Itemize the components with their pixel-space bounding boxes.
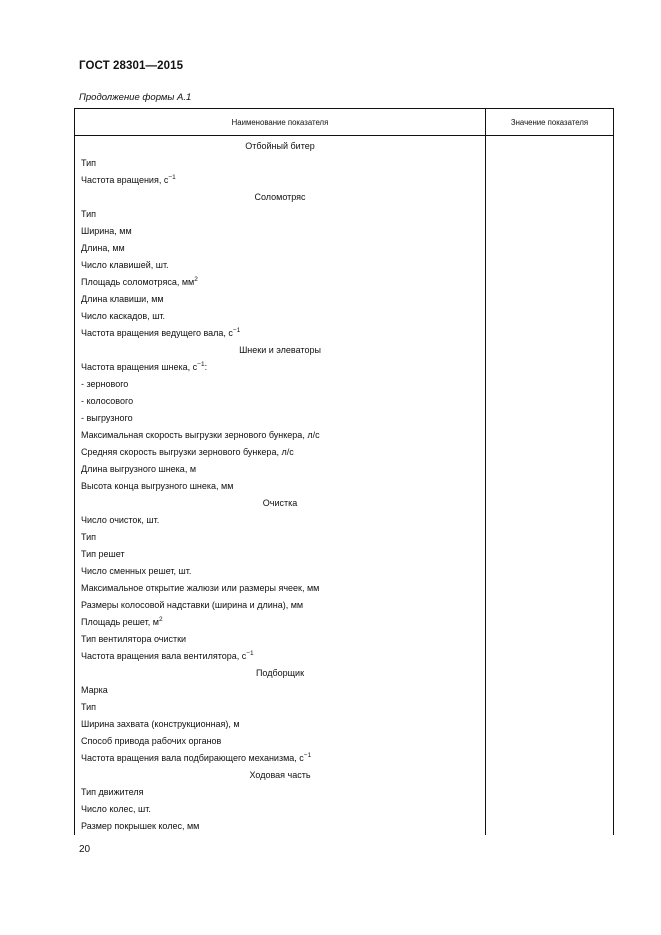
table-row <box>75 597 614 614</box>
indicator-value-cell <box>486 563 614 580</box>
indicator-text: Шнеки и элеваторы <box>239 345 321 355</box>
unit-exponent: 2 <box>158 616 163 623</box>
table-row <box>75 699 614 716</box>
indicator-name <box>75 529 486 546</box>
indicator-name <box>75 240 486 257</box>
indicator-text: Размер покрышек колес, мм <box>81 821 200 831</box>
indicator-value-cell <box>486 716 614 733</box>
indicator-name <box>75 325 486 342</box>
indicator-value-cell <box>486 597 614 614</box>
indicator-value-cell <box>486 410 614 427</box>
indicator-text: Подборщик <box>255 668 305 678</box>
table-row <box>75 376 614 393</box>
indicator-name <box>75 427 486 444</box>
indicator-text: Площадь решет, м <box>81 617 159 627</box>
unit-exponent: −1 <box>197 361 205 368</box>
indicator-value-cell <box>486 308 614 325</box>
table-row <box>75 563 614 580</box>
indicator-text: Длина клавиши, мм <box>81 294 164 304</box>
section-heading-row <box>75 767 614 784</box>
table-row <box>75 240 614 257</box>
indicator-value-cell <box>486 495 614 512</box>
indicator-value-cell <box>486 614 614 631</box>
indicator-text: Частота вращения шнека, с <box>81 362 198 372</box>
indicator-text: Средняя скорость выгрузки зернового бункера, л/с <box>81 447 294 457</box>
indicator-value-cell <box>486 189 614 206</box>
table-row <box>75 308 614 325</box>
indicator-value-cell <box>486 546 614 563</box>
table-body <box>75 136 614 836</box>
table-row <box>75 631 614 648</box>
table-row <box>75 648 614 665</box>
table-row <box>75 172 614 189</box>
indicator-name <box>75 376 486 393</box>
table-row <box>75 274 614 291</box>
indicator-name <box>75 733 486 750</box>
indicator-text: Число колес, шт. <box>81 804 151 814</box>
indicator-name <box>75 818 486 835</box>
indicator-value-cell <box>486 393 614 410</box>
indicator-text: Длина выгрузного шнека, м <box>81 464 197 474</box>
table-row <box>75 546 614 563</box>
table-row <box>75 257 614 274</box>
table-row <box>75 801 614 818</box>
indicator-text: Длина, мм <box>81 243 125 253</box>
indicator-name <box>75 631 486 648</box>
indicator-name <box>75 597 486 614</box>
indicator-text: Частота вращения вала подбирающего механизма, с <box>81 753 304 763</box>
indicator-text: Марка <box>81 685 108 695</box>
indicator-value-cell <box>486 291 614 308</box>
form-continuation-note: Продолжение формы А.1 <box>79 92 192 103</box>
section-heading-row <box>75 495 614 512</box>
indicator-text: Тип <box>81 702 97 712</box>
indicator-text: Тип решет <box>81 549 125 559</box>
indicator-text: Способ привода рабочих органов <box>81 736 222 746</box>
indicator-value-cell <box>486 580 614 597</box>
table-row <box>75 206 614 223</box>
indicator-name <box>75 801 486 818</box>
indicator-value-cell <box>486 512 614 529</box>
column-header-indicator-value: Значение показателя <box>486 109 614 136</box>
indicator-name <box>75 274 486 291</box>
indicator-value-cell <box>486 223 614 240</box>
section-heading <box>75 665 486 682</box>
indicator-name <box>75 716 486 733</box>
indicator-text: Ходовая часть <box>249 770 311 780</box>
indicator-value-cell <box>486 461 614 478</box>
section-heading <box>75 342 486 359</box>
table-row <box>75 512 614 529</box>
indicator-name <box>75 478 486 495</box>
indicator-value-cell <box>486 136 614 156</box>
indicator-value-cell <box>486 801 614 818</box>
table-row <box>75 291 614 308</box>
section-heading <box>75 189 486 206</box>
indicator-name <box>75 172 486 189</box>
indicator-value-cell <box>486 240 614 257</box>
table-row <box>75 444 614 461</box>
indicator-name <box>75 580 486 597</box>
indicator-name <box>75 257 486 274</box>
indicator-value-cell <box>486 784 614 801</box>
indicator-text: Отбойный битер <box>245 141 315 151</box>
indicators-table-grid <box>74 108 614 835</box>
section-heading <box>75 495 486 512</box>
indicator-text: Число очисток, шт. <box>81 515 160 525</box>
indicator-value-cell <box>486 427 614 444</box>
indicator-text: Частота вращения ведущего вала, с <box>81 328 233 338</box>
indicator-value-cell <box>486 699 614 716</box>
indicator-value-cell <box>486 342 614 359</box>
table-row <box>75 529 614 546</box>
table-row <box>75 580 614 597</box>
section-heading-row <box>75 665 614 682</box>
table-header-row <box>75 109 614 136</box>
indicator-value-cell <box>486 767 614 784</box>
table-row <box>75 733 614 750</box>
document-code: ГОСТ 28301—2015 <box>79 60 184 72</box>
indicator-text: Тип <box>81 209 97 219</box>
indicator-value-cell <box>486 155 614 172</box>
indicator-name <box>75 461 486 478</box>
indicator-text: Максимальное открытие жалюзи или размеры ячеек, мм <box>81 583 320 593</box>
indicator-name <box>75 546 486 563</box>
indicator-name <box>75 784 486 801</box>
table-row <box>75 614 614 631</box>
indicator-name <box>75 206 486 223</box>
indicator-text: Тип <box>81 158 97 168</box>
page-number: 20 <box>79 844 91 855</box>
indicators-table <box>74 108 613 835</box>
indicator-text: Число сменных решет, шт. <box>81 566 192 576</box>
indicator-value-cell <box>486 257 614 274</box>
indicator-text: Размеры колосовой надставки (ширина и длина), мм <box>81 600 304 610</box>
column-header-indicator-name: Наименование показателя <box>75 109 486 136</box>
section-heading-row <box>75 189 614 206</box>
table-row <box>75 750 614 767</box>
indicator-value-cell <box>486 172 614 189</box>
indicator-value-cell <box>486 631 614 648</box>
indicator-name <box>75 359 486 376</box>
indicator-text: - колосового <box>81 396 134 406</box>
indicator-text: Число каскадов, шт. <box>81 311 166 321</box>
indicator-value-cell <box>486 444 614 461</box>
indicator-name <box>75 393 486 410</box>
indicator-name <box>75 410 486 427</box>
indicator-value-cell <box>486 274 614 291</box>
indicator-name <box>75 308 486 325</box>
indicator-name <box>75 223 486 240</box>
table-row <box>75 223 614 240</box>
table-row <box>75 325 614 342</box>
indicator-value-cell <box>486 206 614 223</box>
unit-exponent: −1 <box>232 327 241 334</box>
indicator-value-cell <box>486 478 614 495</box>
indicator-name <box>75 614 486 631</box>
table-row <box>75 682 614 699</box>
indicator-value-cell <box>486 733 614 750</box>
indicator-name <box>75 699 486 716</box>
indicator-name <box>75 563 486 580</box>
table-row <box>75 461 614 478</box>
section-heading <box>75 767 486 784</box>
section-heading-row <box>75 136 614 156</box>
indicator-text: Частота вращения вала вентилятора, с <box>81 651 247 661</box>
indicator-name <box>75 512 486 529</box>
indicator-value-cell <box>486 325 614 342</box>
indicator-value-cell <box>486 682 614 699</box>
indicator-text: Тип движителя <box>81 787 144 797</box>
indicator-text: Число клавишей, шт. <box>81 260 169 270</box>
table-row <box>75 393 614 410</box>
table-row <box>75 784 614 801</box>
unit-exponent: −1 <box>246 650 254 657</box>
section-heading-row <box>75 342 614 359</box>
indicator-name <box>75 444 486 461</box>
indicator-text: Очистка <box>262 498 298 508</box>
indicator-text: Площадь соломотряса, мм <box>81 277 195 287</box>
indicator-text: Ширина захвата (конструкционная), м <box>81 719 240 729</box>
indicator-name <box>75 155 486 172</box>
table-row <box>75 818 614 835</box>
indicator-text: Частота вращения, с <box>81 175 169 185</box>
indicator-text: - выгрузного <box>81 413 133 423</box>
table-row <box>75 716 614 733</box>
indicator-value-cell <box>486 359 614 376</box>
indicator-value-cell <box>486 529 614 546</box>
table-row <box>75 478 614 495</box>
indicator-text: Тип <box>81 532 97 542</box>
indicator-value-cell <box>486 648 614 665</box>
table-row <box>75 155 614 172</box>
indicator-value-cell <box>486 750 614 767</box>
indicator-name <box>75 682 486 699</box>
unit-exponent: −1 <box>303 752 312 759</box>
indicator-name <box>75 291 486 308</box>
indicator-name <box>75 750 486 767</box>
unit-exponent: −1 <box>168 174 176 181</box>
indicator-value-cell <box>486 376 614 393</box>
indicator-text: Высота конца выгрузного шнека, мм <box>81 481 234 491</box>
indicator-name <box>75 648 486 665</box>
table-row <box>75 427 614 444</box>
indicator-text: Тип вентилятора очистки <box>81 634 187 644</box>
indicator-value-cell <box>486 818 614 835</box>
section-heading <box>75 136 486 156</box>
trailing-punctuation: : <box>204 362 208 372</box>
indicator-text: Соломотряс <box>254 192 306 202</box>
table-row <box>75 359 614 376</box>
indicator-text: - зернового <box>81 379 129 389</box>
indicator-text: Ширина, мм <box>81 226 132 236</box>
table-row <box>75 410 614 427</box>
indicator-text: Максимальная скорость выгрузки зернового бункера, л/с <box>81 430 320 440</box>
unit-exponent: 2 <box>194 276 198 283</box>
indicator-value-cell <box>486 665 614 682</box>
